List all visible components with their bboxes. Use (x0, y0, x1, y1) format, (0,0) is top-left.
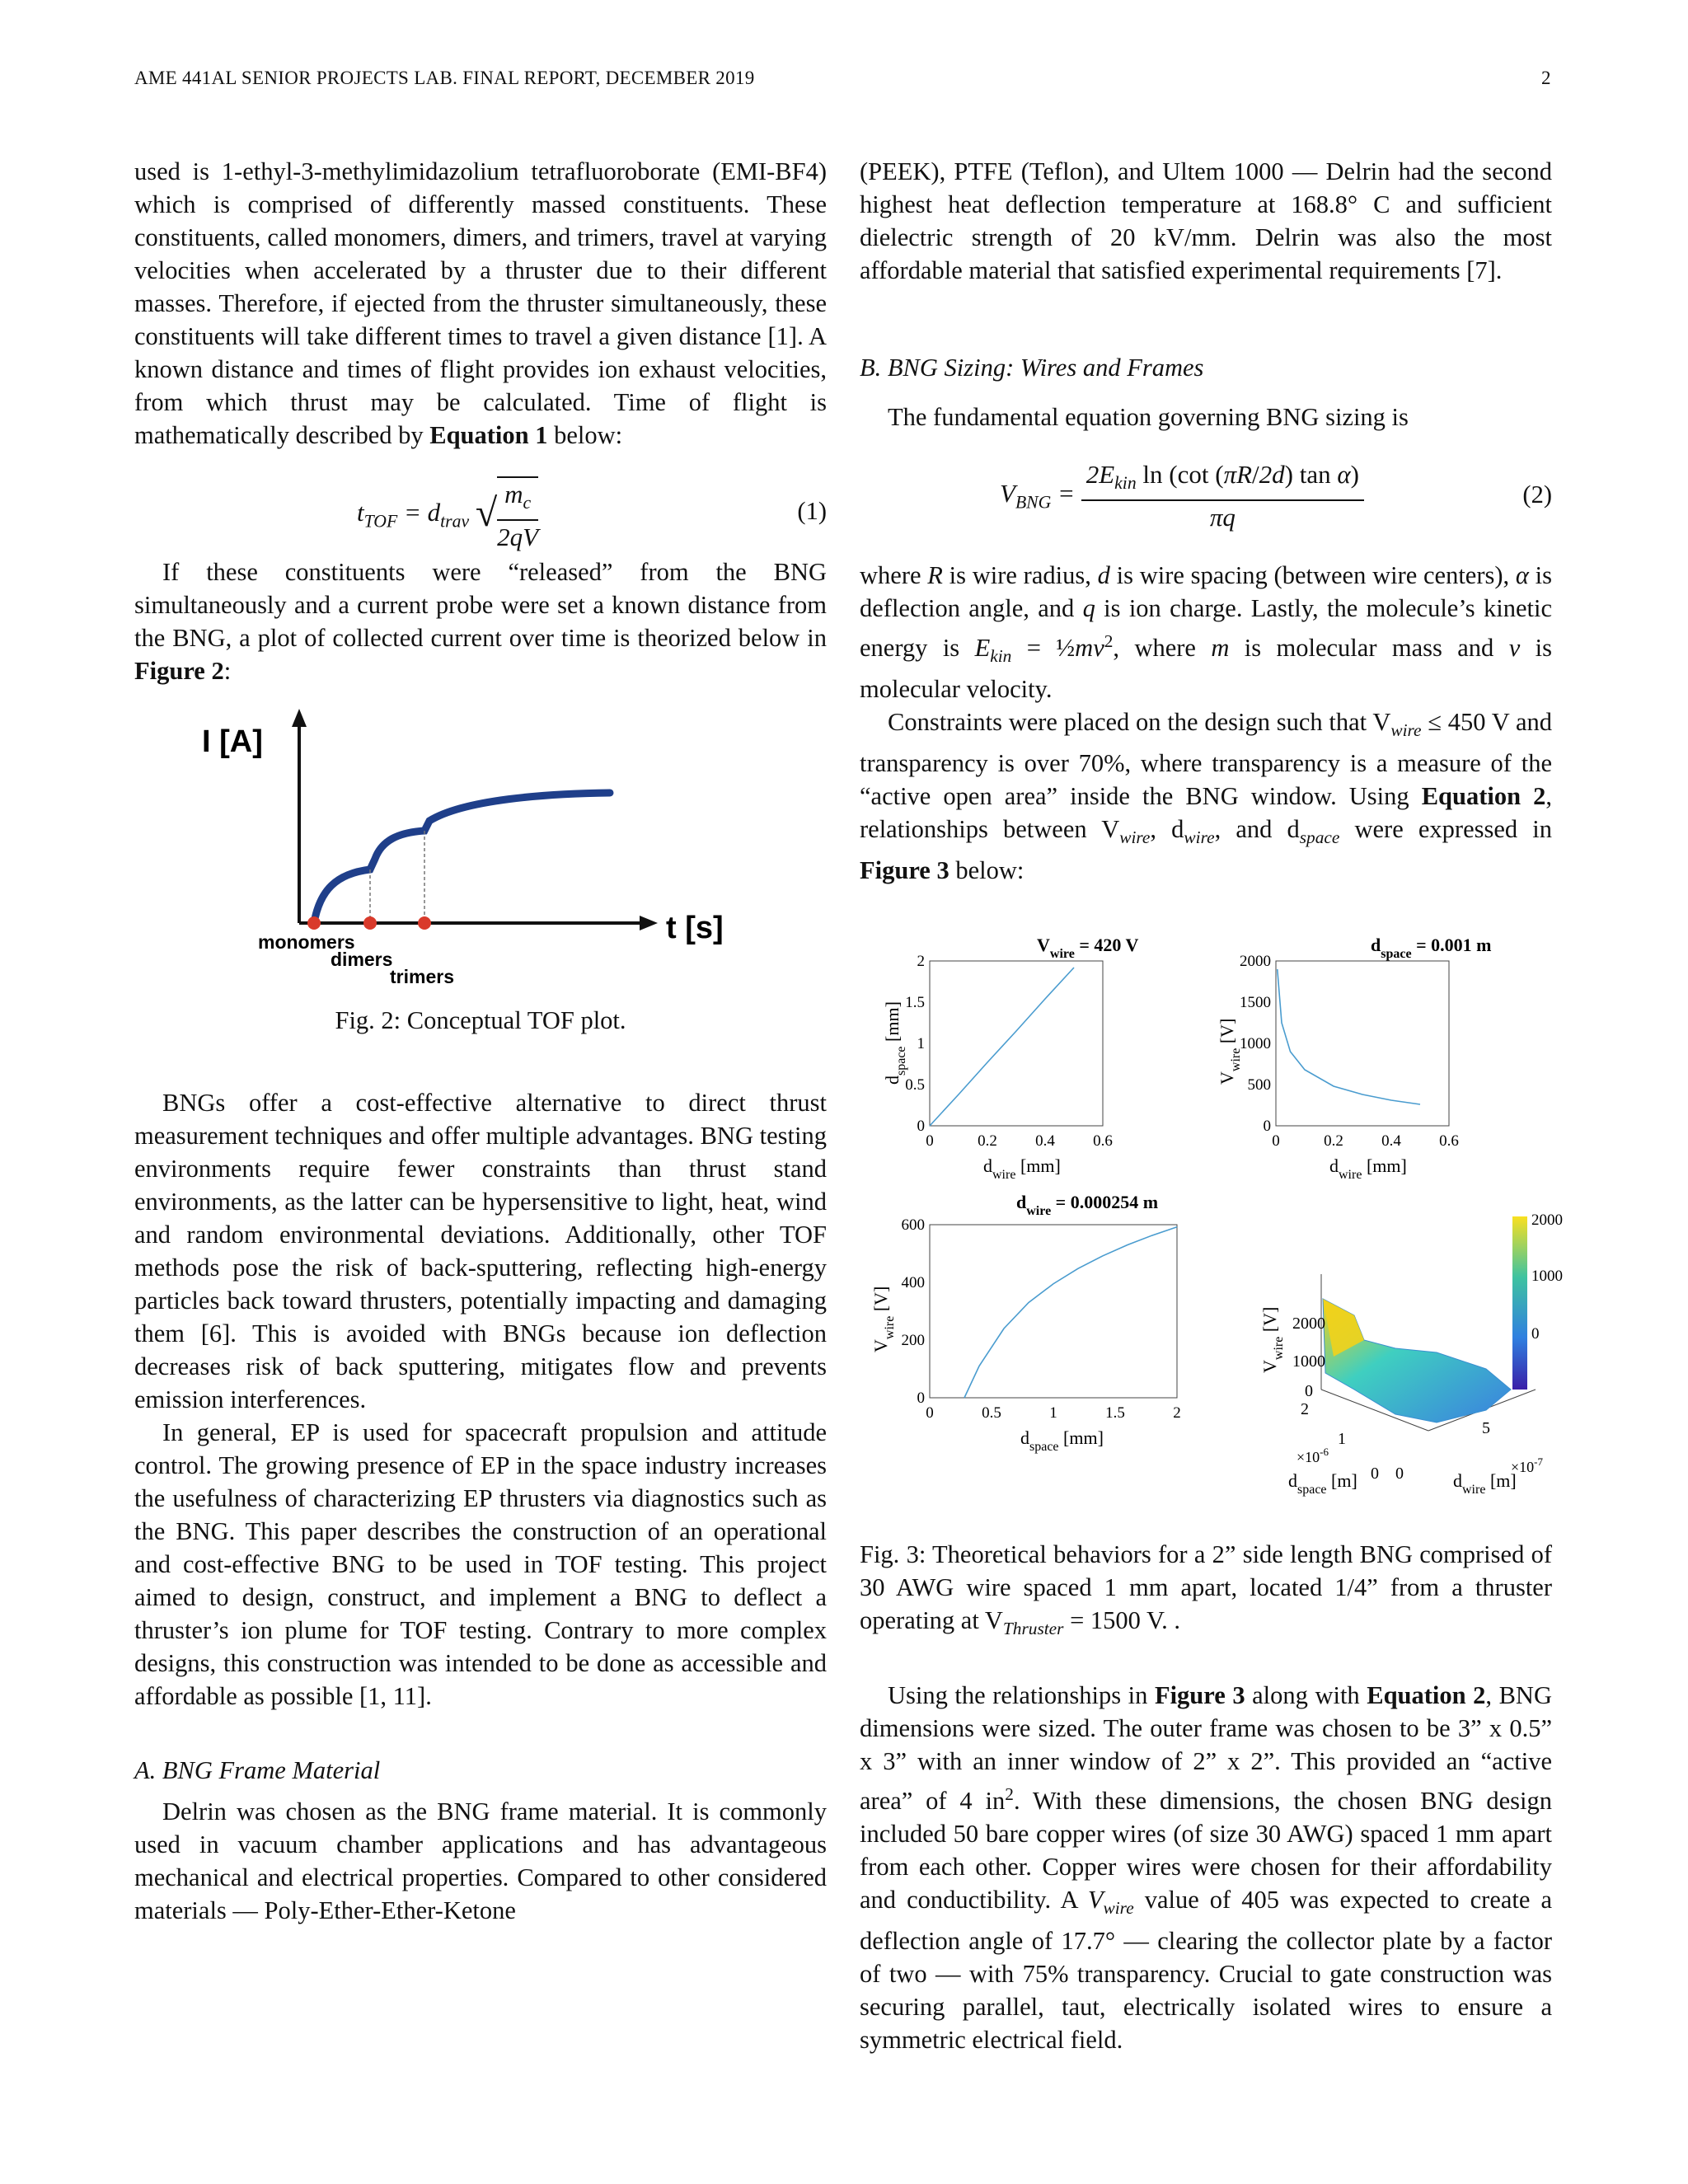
surface-exp-label: $\times 10^{-7}$ (1511, 1455, 1543, 1476)
y-tick-label: 2 (917, 953, 925, 971)
paragraph: BNGs offer a cost-effective alternative to direct thrust measurement techniques and offer multiple advantages. BNG testing environments require fewer constraints than thrust stand environments, as the latter can be hypersensitive to light, heat, wind and random environmental deviations. Additionally, other TOF methods pose the risk of back-sputtering, reflecting high-energy particles back toward thrusters, potentially impacting and damaging them [6]. This is avoided with BNGs because ion deflection decreases risk of back sputtering, mitigates flow and prevents emission interferences. (134, 1089, 827, 1413)
y-tick-label: 0.5 (905, 1076, 925, 1094)
dimers-marker (363, 916, 377, 930)
running-header: AME 441AL SENIOR PROJECTS LAB. FINAL REPORT, DECEMBER 2019 (134, 68, 755, 88)
section-heading-b: B. BNG Sizing: Wires and Frames (860, 354, 1204, 382)
y-tick-label: 200 (901, 1332, 925, 1350)
plot-frame (1276, 961, 1449, 1126)
equation-2: $V_{BNG}$ = $\frac{2E_{kin} \ln (\cot (\pi R/2d) \tan \alpha)}{\pi q}$ (2) (1000, 460, 1552, 532)
paragraph: (PEEK), PTFE (Teflon), and Ultem 1000 — Delrin had the second highest heat deflection temperature at 168.8° C and sufficient dielectric strength of 20 kV/mm. Delrin was also the most affordable material that satisfied experimental requirements [7]. (860, 157, 1552, 284)
monomers-marker (307, 916, 321, 930)
surface-xlabel: $d_{space}$ [m] (1288, 1470, 1357, 1497)
current-curve (314, 793, 610, 923)
panel-3-title: $d_{wire} = 0.000254$ m (1016, 1192, 1159, 1219)
y-tick-label: 500 (1247, 1076, 1271, 1094)
right-column (860, 155, 1563, 2056)
x-tick-label: 0 (926, 1404, 934, 1422)
surface-z-tick: 0 (1395, 1465, 1404, 1483)
dimers-label: dimers (331, 949, 393, 970)
surface-plot (1259, 1212, 1563, 1497)
figure-3 (860, 928, 1563, 1521)
surface-x-tick: 1 (1338, 1430, 1346, 1449)
surface-y-tick: 2000 (1292, 1315, 1325, 1333)
data-line (964, 1227, 1177, 1398)
y-tick-label: 1500 (1240, 994, 1271, 1012)
surface-y-tick: 1000 (1292, 1352, 1325, 1371)
figure-2-caption: Fig. 2: Conceptual TOF plot. (335, 1006, 626, 1034)
paragraph: where R is wire radius, d is wire spacing (between wire centers), α is deflection angle, and q is ion charge. Lastly, the molecule’s kinetic energy is $E_{kin}$ = $\frac{1}{2}mv^2$, where m is molecular mass and v is molecular velocity. (860, 561, 1553, 704)
x-axis-label: $d_{space}$ [mm] (1020, 1427, 1104, 1455)
paragraph: The fundamental equation governing BNG sizing is (888, 403, 1409, 431)
x-tick-label: 0.4 (1035, 1132, 1055, 1151)
surface-ylabel: $V_{wire}$ [V] (1259, 1307, 1286, 1374)
data-line (930, 968, 1074, 1126)
x-tick-label: 0.4 (1381, 1132, 1401, 1151)
trimers-label: trimers (390, 966, 454, 987)
equation-number: (2) (1522, 480, 1552, 509)
page-number: 2 (1541, 68, 1551, 88)
x-tick-label: 0.5 (982, 1404, 1001, 1422)
surface-x-tick: 0 (1371, 1465, 1379, 1483)
colorbar-tick: 1000 (1531, 1268, 1563, 1286)
y-axis-label: I [A] (202, 724, 263, 759)
plot-frame (930, 1225, 1177, 1398)
panel-2-title: $d_{space} = 0.001$ m (1371, 935, 1492, 962)
surface-z-tick: 5 (1482, 1419, 1490, 1438)
figure-3-caption: Fig. 3: Theoretical behaviors for a 2” side length BNG comprised of 30 AWG wire spaced 1 mm apart, located 1/4” from a thruster operating at $V_{Thruster} = 1500$ V. . (860, 1540, 1552, 1639)
x-axis-label: t [s] (666, 911, 724, 945)
x-tick-label: 1.5 (1105, 1404, 1125, 1422)
y-tick-label: 600 (901, 1216, 925, 1235)
colorbar-tick: 0 (1531, 1325, 1540, 1343)
section-heading-a: A. BNG Frame Material (134, 1756, 381, 1784)
left-column (134, 155, 827, 1927)
surface-y-tick: 0 (1305, 1382, 1313, 1401)
x-tick-label: 0 (926, 1132, 934, 1151)
equation-number: (1) (797, 497, 827, 525)
colorbar (1512, 1216, 1527, 1390)
colorbar-tick: 2000 (1531, 1212, 1563, 1230)
y-axis-label: $d_{space}$ [mm] (882, 1001, 908, 1085)
data-line (1278, 969, 1420, 1104)
equation-1: $t_{TOF} = d_{trav}$ √ $\frac{m_c}{2qV}$ (1) (134, 471, 827, 551)
x-tick-label: 0 (1272, 1132, 1280, 1151)
x-tick-label: 2 (1173, 1404, 1181, 1422)
paragraph: If these constituents were “released” from the BNG simultaneously and a current probe were set a known distance from the BNG, a plot of collected current over time is theorized below in Figure 2: (134, 558, 827, 685)
y-axis-label: $V_{wire}$ [V] (1217, 1019, 1243, 1085)
surface-exp-label: $\times 10^{-6}$ (1296, 1446, 1329, 1466)
surface-zlabel: $d_{wire}$ [m] (1453, 1470, 1517, 1497)
paragraph: In general, EP is used for spacecraft propulsion and attitude control. The growing presence of EP in the space industry increases the usefulness of characterizing EP thrusters via diagnostics such as the BNG. This paper describes the construction of an operational and cost-effective BNG to be used in TOF testing. This project aimed to design, construct, and implement a BNG to deflect a thruster’s ion plume for TOF testing. Contrary to more complex designs, this construction was intended to be done as accessible and affordable as possible [1, 11]. (134, 1418, 827, 1710)
x-axis-label: $d_{wire}$ [mm] (1329, 1155, 1407, 1183)
y-tick-label: 0 (917, 1390, 925, 1408)
x-tick-label: 0.2 (1324, 1132, 1343, 1151)
y-tick-label: 400 (901, 1274, 925, 1292)
y-tick-label: 2000 (1240, 953, 1271, 971)
paragraph: Constraints were placed on the design such that $V_{wire} \le 450$ V and transparency is over 70%, where transparency is a measure of the “active open area” inside the BNG window. Using Equation 2, relationships between $V_{wire}$, $d_{wire}$, and $d_{space}$ were expressed in Figure 3 below: (860, 708, 1553, 885)
figure-3-plots (860, 928, 1563, 1521)
trimers-marker (418, 916, 431, 930)
y-tick-label: 0 (917, 1118, 925, 1136)
surface-x-tick: 2 (1301, 1400, 1309, 1419)
y-axis-label: $V_{wire}$ [V] (870, 1286, 897, 1353)
x-axis-label: $d_{wire}$ [mm] (983, 1155, 1061, 1183)
paragraph: used is 1-ethyl-3-methylimidazolium tetrafluoroborate (EMI-BF4) which is comprised of differently massed constituents. These constituents, called monomers, dimers, and trimers, travel at varying velocities when accelerated by a thruster due to their different masses. Therefore, if ejected from the thruster simultaneously, these constituents will take different times to travel a given distance [1]. A known distance and times of flight provides ion exhaust velocities, from which thrust may be calculated. Time of flight is mathematically described by Equation 1 below: (134, 157, 827, 449)
plot-frame (930, 961, 1103, 1126)
paragraph: Delrin was chosen as the BNG frame material. It is commonly used in vacuum chamber applications and has advantageous mechanical and electrical properties. Compared to other considered materials — Poly-Ether-Ether-Ketone (134, 1797, 827, 1924)
y-tick-label: 1 (917, 1035, 925, 1053)
y-tick-label: 1000 (1240, 1035, 1271, 1053)
figure-2 (134, 709, 827, 1063)
x-tick-label: 0.6 (1439, 1132, 1459, 1151)
panel-1-title: $V_{wire} = 420$ V (1037, 935, 1139, 962)
x-tick-label: 1 (1049, 1404, 1057, 1422)
monomers-label: monomers (258, 931, 355, 953)
y-tick-label: 0 (1263, 1118, 1271, 1136)
x-tick-label: 0.2 (978, 1132, 997, 1151)
y-tick-label: 1.5 (905, 994, 925, 1012)
x-tick-label: 0.6 (1093, 1132, 1113, 1151)
paragraph: Using the relationships in Figure 3 along with Equation 2, BNG dimensions were sized. The outer frame was chosen to be 3” x 0.5” x 3” with an inner window of 2” x 2”. This provided an “active area” of 4 $in^2$. With these dimensions, the chosen BNG design included 50 bare copper wires (of size 30 AWG) spaced 1 mm apart from each other. Copper wires were chosen for their affordability and conductibility. A $V_{wire}$ value of 405 was expected to create a deflection angle of 17.7° — clearing the collector plate by a factor of two — with 75% transparency. Crucial to gate construction was securing parallel, taut, electrically isolated wires to ensure a symmetric electrical field. (860, 1680, 1553, 2054)
